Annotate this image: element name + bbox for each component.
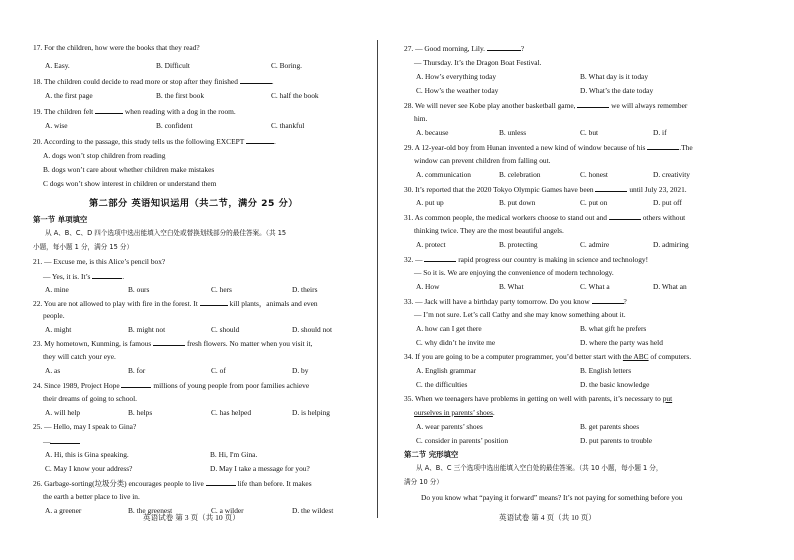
question-24-line1: 24. Since 1989, Project Hope millions of young people from poor families achieve: [33, 381, 310, 390]
question-25-line2: —: [43, 437, 80, 445]
q25-option-a: A. Hi, this is Gina speaking.: [45, 450, 129, 459]
question-35-line1: 35. When we teenagers have problems in getting on well with parents, it’s necessary to put: [404, 394, 673, 403]
q24-option-c: C. has helped: [211, 408, 252, 417]
answer-blank: [577, 101, 609, 108]
answer-blank: [153, 339, 185, 346]
section-1-instructions-line1: 从 A、B、C、D 四个选项中选出能填入空白处或替换划线部分的最佳答案。（共 15: [45, 229, 287, 237]
q27-option-b: B. What day is it today: [580, 72, 649, 81]
answer-blank: [121, 381, 151, 388]
answer-blank: [50, 437, 80, 444]
question-35-line2: ourselves in parents’ shoes.: [414, 408, 495, 417]
q33-option-d: D. where the party was held: [580, 338, 663, 347]
q20-option-b: B. dogs won’t care about whether children make mistakes: [43, 165, 215, 174]
q25-option-d: D. May I take a message for you?: [210, 464, 310, 473]
question-29-line2: window can prevent children from falling out.: [414, 156, 551, 165]
q30-option-b: B. put down: [499, 198, 536, 207]
q19-option-b: B. confident: [156, 121, 193, 130]
question-34-line1: 34. If you are going to be a computer programmer, you’d better start with the ABC of computers.: [404, 352, 692, 361]
question-22-line2: people.: [43, 311, 65, 320]
q25-option-b: B. Hi, I'm Gina.: [210, 450, 258, 459]
q32-option-d: D. What an: [653, 282, 687, 291]
q31-option-b: B. protecting: [499, 240, 538, 249]
q32-option-a: A. How: [416, 282, 440, 291]
answer-blank: [92, 272, 122, 279]
q19-option-c: C. thankful: [271, 121, 305, 130]
question-29-line1: 29. A 12-year-old boy from Hunan invented a new kind of window because of his .The: [404, 143, 693, 152]
q26-option-a: A. a greener: [45, 506, 82, 515]
q17-option-a: A. Easy.: [45, 61, 70, 70]
q32-option-c: C. What a: [580, 282, 610, 291]
question-23-line1: 23. My hometown, Kunming, is famous fresh flowers. No matter when you visit it,: [33, 339, 313, 348]
q31-option-a: A. protect: [416, 240, 446, 249]
q35-option-a: A. wear parents’ shoes: [416, 422, 483, 431]
q29-option-a: A. communication: [416, 170, 472, 179]
question-33-line1: 33. — Jack will have a birthday party tomorrow. Do you know ?: [404, 297, 627, 306]
q34-option-a: A. English grammar: [416, 366, 477, 375]
part-2-heading: 第二部分 英语知识运用（共二节，满分 25 分）: [89, 198, 298, 209]
question-28-line1: 28. We will never see Kobe play another basketball game, we will always remember: [404, 101, 688, 110]
q24-option-b: B. helps: [128, 408, 153, 417]
question-30-line1: 30. It’s reported that the 2020 Tokyo Olympic Games have been until July 23, 2021.: [404, 185, 687, 194]
q30-option-a: A. put up: [416, 198, 444, 207]
answer-blank: [609, 213, 641, 220]
q23-option-c: C. of: [211, 366, 226, 375]
q22-option-a: A. might: [45, 325, 72, 334]
question-27-line2: — Thursday. It’s the Dragon Boat Festival.: [414, 58, 542, 67]
q34-option-c: C. the difficulties: [416, 380, 468, 389]
q26-option-b: B. the greenest: [128, 506, 173, 515]
section-1-title: 第一节 单项填空: [33, 215, 88, 224]
q17-option-b: B. Difficult: [156, 61, 190, 70]
q23-option-d: D. by: [292, 366, 309, 375]
q31-option-c: C. admire: [580, 240, 610, 249]
q24-option-a: A. will help: [45, 408, 81, 417]
q21-option-c: C. hers: [211, 285, 232, 294]
q18-option-b: B. the first book: [156, 91, 205, 100]
q23-option-a: A. as: [45, 366, 61, 375]
left-page-footer: 英语试卷 第 3 页（共 10 页）: [143, 513, 240, 522]
question-22-line1: 22. You are not allowed to play with fire in the forest. It kill plants，animals and even: [33, 299, 318, 308]
q26-option-d: D. the wildest: [292, 506, 334, 515]
section-2-instructions-line2: 满分 10 分）: [404, 478, 443, 486]
question-32-line2: — So it is. We are enjoying the convenience of modern technology.: [414, 268, 614, 277]
q29-option-b: B. celebration: [499, 170, 541, 179]
answer-blank: [240, 77, 272, 84]
q32-option-b: B. What: [499, 282, 524, 291]
q34-option-d: D. the basic knowledge: [580, 380, 650, 389]
cloze-passage-line1: Do you know what “paying it forward” means? It’s not paying for something before you: [421, 493, 683, 502]
question-31-line2: thinking twice. They are the most beautiful angels.: [414, 226, 564, 235]
section-1-instructions-line2: 小题，每小题 1 分，满分 15 分）: [33, 243, 134, 251]
question-21-line1: 21. — Excuse me, is this Alice’s pencil box?: [33, 257, 166, 266]
q20-option-a: A. dogs won’t stop children from reading: [43, 151, 166, 160]
question-33-line2: — I’m not sure. Let’s call Cathy and she may know something about it.: [414, 310, 626, 319]
answer-blank: [95, 107, 123, 114]
answer-blank: [595, 185, 627, 192]
q21-option-b: B. ours: [128, 285, 150, 294]
answer-blank: [424, 255, 456, 262]
question-18-text: 18. The children could decide to read more or stop after they finished .: [33, 77, 274, 86]
question-28-line2: him.: [414, 114, 428, 123]
question-26-line1: 26. Garbage-sorting(垃圾分类) encourages people to live life than before. It makes: [33, 479, 312, 488]
q28-option-d: D. if: [653, 128, 667, 137]
q21-option-a: A. mine: [45, 285, 69, 294]
right-page-footer: 英语试卷 第 4 页（共 10 页）: [499, 513, 596, 522]
q22-option-d: D. should not: [292, 325, 333, 334]
q25-option-c: C. May I know your address?: [45, 464, 133, 473]
q30-option-d: D. put off: [653, 198, 682, 207]
q18-option-a: A. the first page: [45, 91, 93, 100]
section-2-title: 第二节 完形填空: [404, 450, 459, 459]
q23-option-b: B. for: [128, 366, 146, 375]
q33-option-a: A. how can I get there: [416, 324, 482, 333]
q19-option-a: A. wise: [45, 121, 68, 130]
section-2-instructions-line1: 从 A、B、C 三个选项中选出能填入空白处的最佳答案。（共 10 小题，每小题 1 分，: [416, 464, 663, 472]
q31-option-d: D. admiring: [653, 240, 689, 249]
q35-option-c: C. consider in parents’ position: [416, 436, 509, 445]
question-26-line2: the earth a better place to live in.: [43, 492, 140, 501]
question-19-text: 19. The children felt when reading with a dog in the room.: [33, 107, 236, 116]
question-32-line1: 32. — rapid progress our country is making in science and technology!: [404, 255, 649, 264]
underlined-phrase: ourselves in parents’ shoes: [414, 408, 493, 417]
q26-option-c: C. a wilder: [211, 506, 244, 515]
column-divider: [377, 40, 378, 518]
answer-blank: [200, 299, 228, 306]
question-31-line1: 31. As common people, the medical workers choose to stand out and others without: [404, 213, 686, 222]
q27-option-c: C. How’s the weather today: [416, 86, 499, 95]
answer-blank: [206, 479, 236, 486]
q22-option-b: B. might not: [128, 325, 166, 334]
answer-blank: [592, 297, 624, 304]
q21-option-d: D. theirs: [292, 285, 318, 294]
question-20-text: 20. According to the passage, this study tells us the following EXCEPT .: [33, 137, 276, 146]
question-21-line2: — Yes, it is. It’s .: [43, 272, 125, 281]
q17-option-c: C. Boring.: [271, 61, 303, 70]
question-24-line2: their dreams of going to school.: [43, 394, 138, 403]
q30-option-c: C. put on: [580, 198, 608, 207]
q24-option-d: D. is helping: [292, 408, 330, 417]
q22-option-c: C. should: [211, 325, 240, 334]
q29-option-d: D. creativity: [653, 170, 690, 179]
underlined-phrase: put: [662, 394, 673, 403]
question-27-line1: 27. — Good morning, Lily. ?: [404, 44, 525, 53]
q33-option-b: B. what gift he prefers: [580, 324, 647, 333]
answer-blank: [246, 137, 274, 144]
q28-option-c: C. but: [580, 128, 599, 137]
q20-option-c: C dogs won’t show interest in children or understand them: [43, 179, 217, 188]
answer-blank: [647, 143, 679, 150]
q27-option-d: D. What’s the date today: [580, 86, 654, 95]
q35-option-d: D. put parents to trouble: [580, 436, 653, 445]
q34-option-b: B. English letters: [580, 366, 632, 375]
question-17-text: 17. For the children, how were the books that they read?: [33, 43, 200, 52]
q35-option-b: B. get parents shoes: [580, 422, 640, 431]
q28-option-a: A. because: [416, 128, 449, 137]
q27-option-a: A. How’s everything today: [416, 72, 497, 81]
q28-option-b: B. unless: [499, 128, 527, 137]
underlined-phrase: the ABC: [622, 352, 649, 361]
question-25-line1: 25. — Hello, may I speak to Gina?: [33, 422, 137, 431]
q33-option-c: C. why didn’t he invite me: [416, 338, 496, 347]
q29-option-c: C. honest: [580, 170, 608, 179]
question-23-line2: they will catch your eye.: [43, 352, 116, 361]
q18-option-c: C. half the book: [271, 91, 319, 100]
answer-blank: [487, 44, 521, 51]
